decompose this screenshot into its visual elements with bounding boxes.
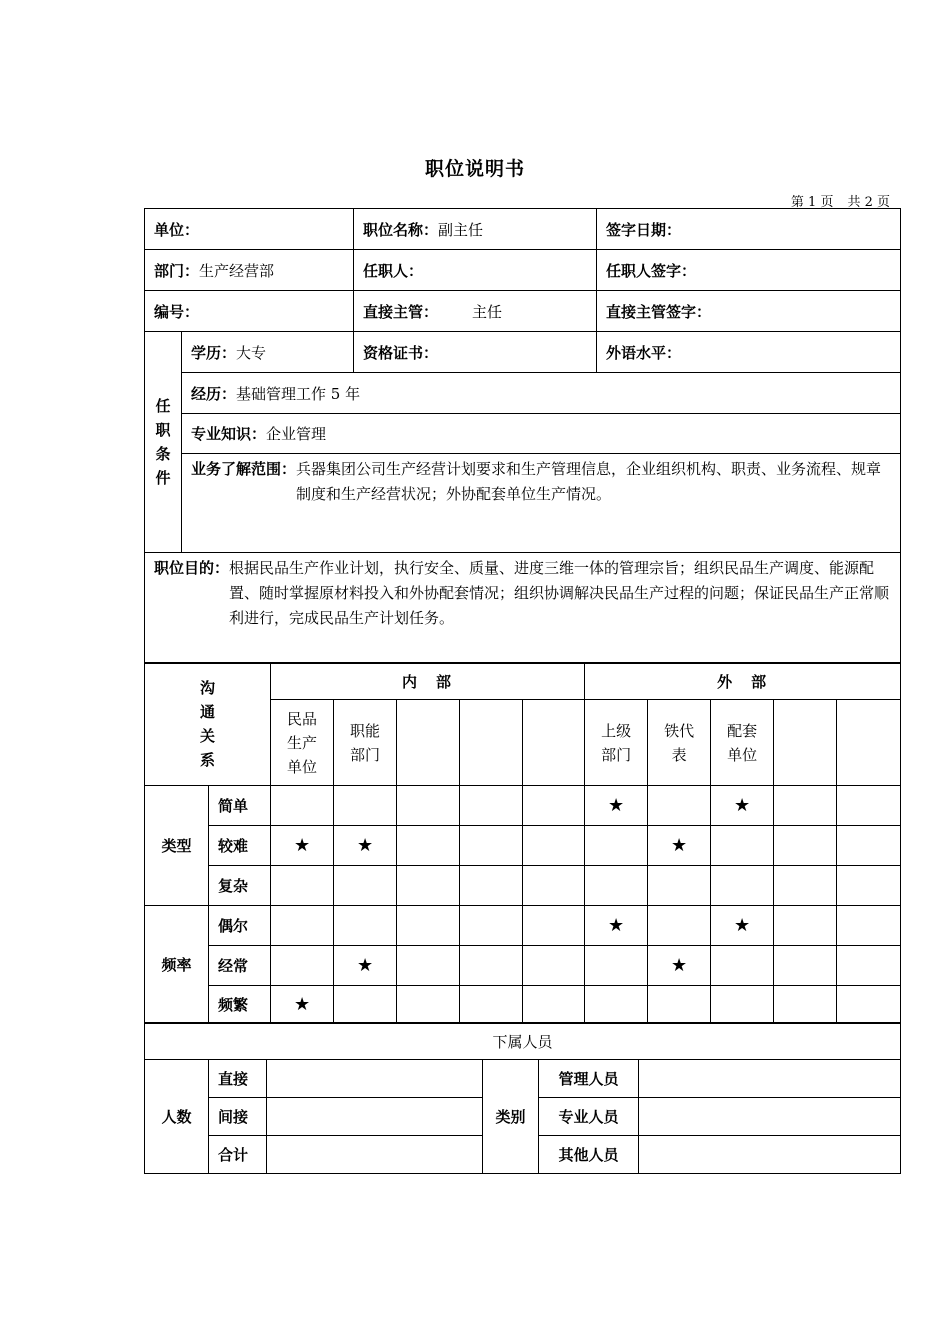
purpose-cell bbox=[145, 553, 901, 664]
communication-cell bbox=[837, 986, 901, 1024]
communication-cell bbox=[334, 826, 397, 866]
subordinates-table bbox=[144, 1022, 901, 1174]
communication-cell bbox=[271, 946, 334, 986]
purpose-text: 根据民品生产作业计划，执行安全、质量、进度三维一体的管理宗旨；组织民品生产调度、能源配置、随时掌握原材料投入和外协配套情况；组织协调解决民品生产过程的问题；保证民品生产正常顺利进行，完成民品生产计划任务。 bbox=[229, 559, 890, 627]
communication-row bbox=[145, 866, 901, 906]
communication-column-header: 铁代 表 bbox=[648, 700, 711, 786]
communication-cell bbox=[523, 866, 585, 906]
communication-column-header: 上级 部门 bbox=[585, 700, 648, 786]
category-label: 类别 bbox=[483, 1060, 539, 1174]
star-icon: ★ bbox=[293, 994, 311, 1015]
dept-cell bbox=[145, 250, 354, 291]
holder-cell bbox=[354, 250, 597, 291]
communication-cell bbox=[648, 786, 711, 826]
communication-cell bbox=[585, 946, 648, 986]
category-row-management: 管理人员 bbox=[539, 1060, 639, 1098]
communication-cell bbox=[711, 826, 774, 866]
communication-cell bbox=[585, 826, 648, 866]
internal-header: 内 部 bbox=[271, 663, 585, 700]
star-icon: ★ bbox=[608, 795, 625, 816]
category-value-professional bbox=[639, 1098, 901, 1136]
communication-cell bbox=[711, 946, 774, 986]
communication-column-header: 民品 生产 单位 bbox=[271, 700, 334, 786]
star-icon: ★ bbox=[293, 835, 311, 856]
code-cell bbox=[145, 291, 354, 332]
communication-cell bbox=[711, 906, 774, 946]
communication-cell bbox=[397, 786, 460, 826]
communication-cell bbox=[837, 946, 901, 986]
communication-cell bbox=[271, 906, 334, 946]
communication-column-header: 配套 单位 bbox=[711, 700, 774, 786]
position-cell bbox=[354, 209, 597, 250]
supervisor-sign-cell bbox=[597, 291, 901, 332]
dept-value: 生产经营部 bbox=[199, 261, 275, 280]
communication-cell bbox=[523, 906, 585, 946]
purpose-label: 职位目的： bbox=[154, 559, 230, 577]
communication-cell bbox=[711, 986, 774, 1024]
holder-label: 任职人： bbox=[363, 261, 424, 280]
communication-section-label: 沟 通 关 系 bbox=[145, 663, 271, 786]
communication-row-label: 简单 bbox=[209, 786, 271, 826]
communication-cell bbox=[334, 786, 397, 826]
language-label: 外语水平： bbox=[606, 343, 682, 362]
communication-column-header bbox=[774, 700, 837, 786]
communication-row-label: 较难 bbox=[209, 826, 271, 866]
communication-cell bbox=[774, 786, 837, 826]
dept-label: 部门： bbox=[154, 261, 200, 280]
position-label: 职位名称： bbox=[363, 220, 439, 239]
communication-cell bbox=[334, 946, 397, 986]
holder-sign-label: 任职人签字： bbox=[606, 261, 697, 280]
knowledge-value: 企业管理 bbox=[266, 425, 327, 443]
communication-cell bbox=[648, 906, 711, 946]
knowledge-cell bbox=[182, 414, 901, 454]
communication-cell bbox=[271, 826, 334, 866]
communication-cell bbox=[334, 906, 397, 946]
count-value-indirect bbox=[267, 1098, 483, 1136]
star-icon: ★ bbox=[671, 835, 688, 856]
communication-cell bbox=[397, 906, 460, 946]
communication-row bbox=[145, 946, 901, 986]
communication-cell bbox=[271, 986, 334, 1024]
unit-label: 单位： bbox=[154, 220, 200, 239]
communication-cell bbox=[774, 906, 837, 946]
certificate-cell bbox=[354, 332, 597, 373]
scope-text: 兵器集团公司生产经营计划要求和生产管理信息，企业组织机构、职责、业务流程、规章制度和生产经营状况；外协配套单位生产情况。 bbox=[296, 460, 882, 503]
communication-cell bbox=[397, 946, 460, 986]
star-icon: ★ bbox=[671, 955, 688, 976]
communication-cell bbox=[711, 866, 774, 906]
communication-cell bbox=[585, 986, 648, 1024]
experience-cell bbox=[182, 373, 901, 414]
code-label: 编号： bbox=[154, 302, 200, 321]
communication-cell bbox=[460, 906, 523, 946]
communication-cell bbox=[523, 946, 585, 986]
communication-cell bbox=[334, 866, 397, 906]
language-cell bbox=[597, 332, 901, 373]
communication-cell bbox=[648, 986, 711, 1024]
communication-row bbox=[145, 786, 901, 826]
communication-cell bbox=[460, 986, 523, 1024]
communication-cell bbox=[585, 906, 648, 946]
communication-cell bbox=[774, 826, 837, 866]
star-icon: ★ bbox=[356, 955, 374, 976]
count-label: 人数 bbox=[145, 1060, 209, 1174]
communication-cell bbox=[648, 826, 711, 866]
communication-cell bbox=[774, 866, 837, 906]
communication-cell bbox=[397, 826, 460, 866]
communication-column-header bbox=[837, 700, 901, 786]
communication-cell bbox=[837, 826, 901, 866]
count-row-indirect: 间接 bbox=[209, 1098, 267, 1136]
communication-cell bbox=[523, 786, 585, 826]
position-value: 副主任 bbox=[438, 220, 484, 239]
communication-cell bbox=[837, 906, 901, 946]
communication-cell bbox=[774, 946, 837, 986]
supervisor-sign-label: 直接主管签字： bbox=[606, 302, 712, 321]
experience-value: 基础管理工作 5 年 bbox=[236, 384, 361, 403]
communication-row bbox=[145, 906, 901, 946]
communication-column-header bbox=[523, 700, 585, 786]
communication-column-header bbox=[397, 700, 460, 786]
communication-column-header: 职能 部门 bbox=[334, 700, 397, 786]
qualification-section-label: 任 职 条 件 bbox=[145, 332, 182, 553]
communication-cell bbox=[460, 826, 523, 866]
star-icon: ★ bbox=[734, 795, 751, 816]
communication-cell bbox=[837, 866, 901, 906]
sign-date-cell bbox=[597, 209, 901, 250]
communication-cell bbox=[460, 866, 523, 906]
communication-cell bbox=[397, 986, 460, 1024]
communication-cell bbox=[774, 986, 837, 1024]
communication-group-label: 频率 bbox=[145, 906, 209, 1024]
communication-cell bbox=[648, 866, 711, 906]
communication-group-label: 类型 bbox=[145, 786, 209, 906]
communication-row bbox=[145, 986, 901, 1024]
communication-column-header bbox=[460, 700, 523, 786]
unit-cell bbox=[145, 209, 354, 250]
communication-cell bbox=[585, 786, 648, 826]
star-icon: ★ bbox=[608, 915, 625, 936]
communication-cell bbox=[460, 786, 523, 826]
category-row-other: 其他人员 bbox=[539, 1136, 639, 1174]
holder-sign-cell bbox=[597, 250, 901, 291]
basic-info-table bbox=[144, 208, 901, 664]
count-value-total bbox=[267, 1136, 483, 1174]
communication-row-label: 偶尔 bbox=[209, 906, 271, 946]
communication-cell bbox=[334, 986, 397, 1024]
communication-cell bbox=[837, 786, 901, 826]
education-label: 学历： bbox=[191, 343, 237, 362]
category-row-professional: 专业人员 bbox=[539, 1098, 639, 1136]
count-row-total: 合计 bbox=[209, 1136, 267, 1174]
scope-label: 业务了解范围： bbox=[191, 460, 297, 478]
page-title: 职位说明书 bbox=[424, 158, 525, 180]
supervisor-label: 直接主管： bbox=[363, 302, 439, 321]
communication-body bbox=[145, 786, 901, 1024]
scope-cell bbox=[182, 454, 901, 553]
knowledge-label: 专业知识： bbox=[191, 425, 267, 443]
star-icon: ★ bbox=[734, 915, 751, 936]
supervisor-value: 主任 bbox=[472, 302, 503, 321]
supervisor-cell bbox=[354, 291, 597, 332]
communication-cell bbox=[271, 866, 334, 906]
star-icon: ★ bbox=[356, 835, 374, 856]
category-value-management bbox=[639, 1060, 901, 1098]
external-header: 外 部 bbox=[585, 663, 901, 700]
experience-label: 经历： bbox=[191, 384, 237, 403]
communication-cell bbox=[523, 826, 585, 866]
communication-cell bbox=[271, 786, 334, 826]
page-current: 第 1 页 bbox=[790, 195, 834, 210]
subordinates-title: 下属人员 bbox=[145, 1023, 901, 1060]
communication-cell bbox=[397, 866, 460, 906]
sign-date-label: 签字日期： bbox=[606, 220, 682, 239]
communication-cell bbox=[585, 866, 648, 906]
communication-row-label: 经常 bbox=[209, 946, 271, 986]
communication-cell bbox=[523, 986, 585, 1024]
page-total: 共 2 页 bbox=[847, 195, 890, 210]
communication-table bbox=[144, 662, 901, 1024]
education-value: 大专 bbox=[236, 343, 267, 362]
certificate-label: 资格证书： bbox=[363, 343, 439, 362]
communication-cell bbox=[711, 786, 774, 826]
communication-cell bbox=[648, 946, 711, 986]
communication-cell bbox=[460, 946, 523, 986]
category-value-other bbox=[639, 1136, 901, 1174]
education-cell bbox=[182, 332, 354, 373]
count-value-direct bbox=[267, 1060, 483, 1098]
communication-row-label: 复杂 bbox=[209, 866, 271, 906]
count-row-direct: 直接 bbox=[209, 1060, 267, 1098]
communication-row-label: 频繁 bbox=[209, 986, 271, 1024]
communication-row bbox=[145, 826, 901, 866]
